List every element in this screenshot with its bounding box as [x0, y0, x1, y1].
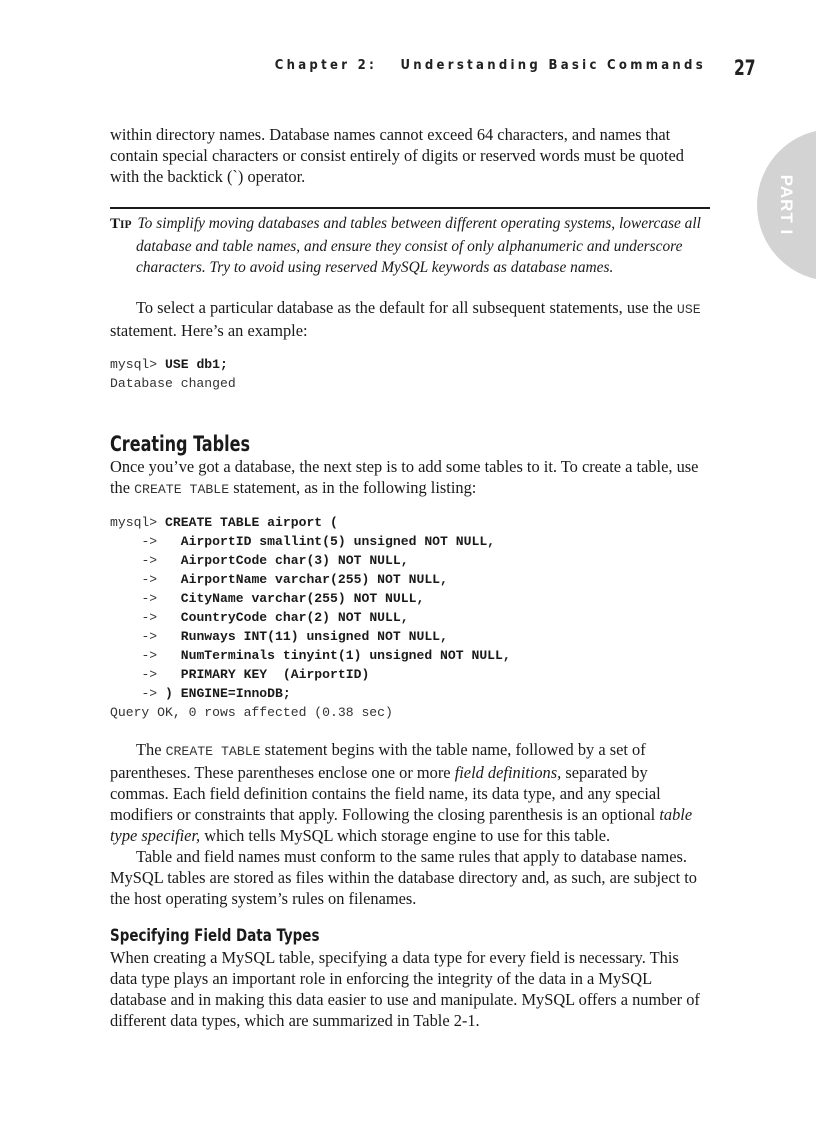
creating-tables-keyword: CREATE TABLE: [134, 482, 230, 497]
chapter-title: Understanding Basic Commands: [400, 58, 706, 73]
creating-tables-text-after: statement, as in the following listing:: [233, 478, 477, 497]
select-db-text-after: statement. Here’s an example:: [110, 321, 308, 340]
section-heading-creating-tables: Creating Tables: [110, 432, 251, 456]
code-line: Runways INT(11) unsigned NOT NULL,: [180, 629, 448, 644]
creating-tables-paragraph: [110, 456, 710, 500]
explain-term-table-type: table type specifier,: [110, 805, 693, 845]
select-db-keyword: USE: [676, 302, 701, 317]
code-line: AirportID smallint(5) unsigned NOT NULL,: [180, 534, 496, 549]
explain-text-4: which tells MySQL which storage engine to use for this table.: [204, 826, 611, 845]
part-tab-label: PART I: [777, 174, 796, 236]
creating-tables-text-before: Once you’ve got a database, the next step is to add some tables to it. To create a table, use the: [110, 457, 699, 497]
code-line: NumTerminals tinyint(1) unsigned NOT NULL,: [180, 648, 511, 663]
code-line-last: ) ENGINE=InnoDB;: [165, 686, 291, 701]
code-block-create-table: [110, 513, 710, 722]
explain-text-1: The: [136, 740, 162, 759]
select-db-paragraph: [110, 297, 710, 341]
code-continuation: ->: [141, 610, 158, 625]
field-types-paragraph: When creating a MySQL table, specifying a data type for every field is necessary. This data type plays an important role in enforcing the integrity of the data in a MySQL database and in making this data easier to use and manipulate. MySQL offers a number of different data types, which are summarized in Table 2-1.: [110, 948, 700, 1030]
explain-text-2: statement begins with the table name, followed by a set of parentheses. These parentheses enclose one or more: [110, 740, 646, 782]
code-line: PRIMARY KEY (AirportID): [180, 667, 370, 682]
code-lines: [110, 534, 511, 682]
code-continuation: ->: [141, 648, 158, 663]
code-line: AirportName varchar(255) NOT NULL,: [180, 572, 448, 587]
code-line: AirportCode char(3) NOT NULL,: [180, 553, 409, 568]
select-db-text-before: To select a particular database as the default for all subsequent statements, use the: [136, 298, 673, 317]
subsection-heading-field-types: Specifying Field Data Types: [110, 926, 320, 946]
explain-keyword: CREATE TABLE: [165, 744, 261, 759]
code-prompt: mysql>: [110, 357, 158, 372]
chapter-label: Chapter 2:: [274, 58, 378, 73]
tip-text: To simplify moving databases and tables between different operating systems, lowercase all database and table names, and ensure they consist of only alphanumeric and underscore characters. Try to avoid using reserved MySQL keywords as database names.: [136, 215, 701, 276]
page-body: [110, 124, 710, 1031]
explain-paragraph-1: [110, 739, 710, 846]
code-continuation: ->: [141, 686, 158, 701]
code-continuation: ->: [141, 553, 158, 568]
intro-paragraph: within directory names. Database names cannot exceed 64 characters, and names that contain special characters or consist entirely of digits or reserved words must be quoted with the backtick (`) operator.: [110, 125, 684, 186]
code-prompt: mysql>: [110, 515, 158, 530]
tip-label-rest: IP: [120, 219, 132, 231]
code-continuation: ->: [141, 534, 158, 549]
code-output: Query OK, 0 rows affected (0.38 sec): [110, 705, 393, 720]
tip-label: [110, 216, 132, 232]
code-continuation: ->: [141, 591, 158, 606]
code-continuation: ->: [141, 667, 158, 682]
running-head: [275, 58, 706, 73]
tip-box: [110, 207, 710, 278]
tip-label-initial: T: [110, 216, 121, 232]
code-output: Database changed: [110, 376, 236, 391]
code-command: USE db1;: [165, 357, 228, 372]
explain-paragraph-2: Table and field names must conform to the same rules that apply to database names. MySQL tables are stored as files within the database directory and, as such, are subject to the host operating system’s rules on filenames.: [110, 847, 697, 908]
explain-term-field-definitions: field definitions,: [454, 763, 562, 782]
explain-text-3: separated by commas. Each field definition contains the field name, its data type, and any special modifiers or constraints that apply. Following the closing parenthesis is an optional: [110, 763, 661, 824]
code-continuation: ->: [141, 572, 158, 587]
code-line: CityName varchar(255) NOT NULL,: [180, 591, 425, 606]
code-continuation: ->: [141, 629, 158, 644]
code-block-use: [110, 355, 710, 393]
code-line: CountryCode char(2) NOT NULL,: [180, 610, 409, 625]
code-line-first: CREATE TABLE airport (: [165, 515, 338, 530]
page-number: 27: [734, 56, 756, 80]
